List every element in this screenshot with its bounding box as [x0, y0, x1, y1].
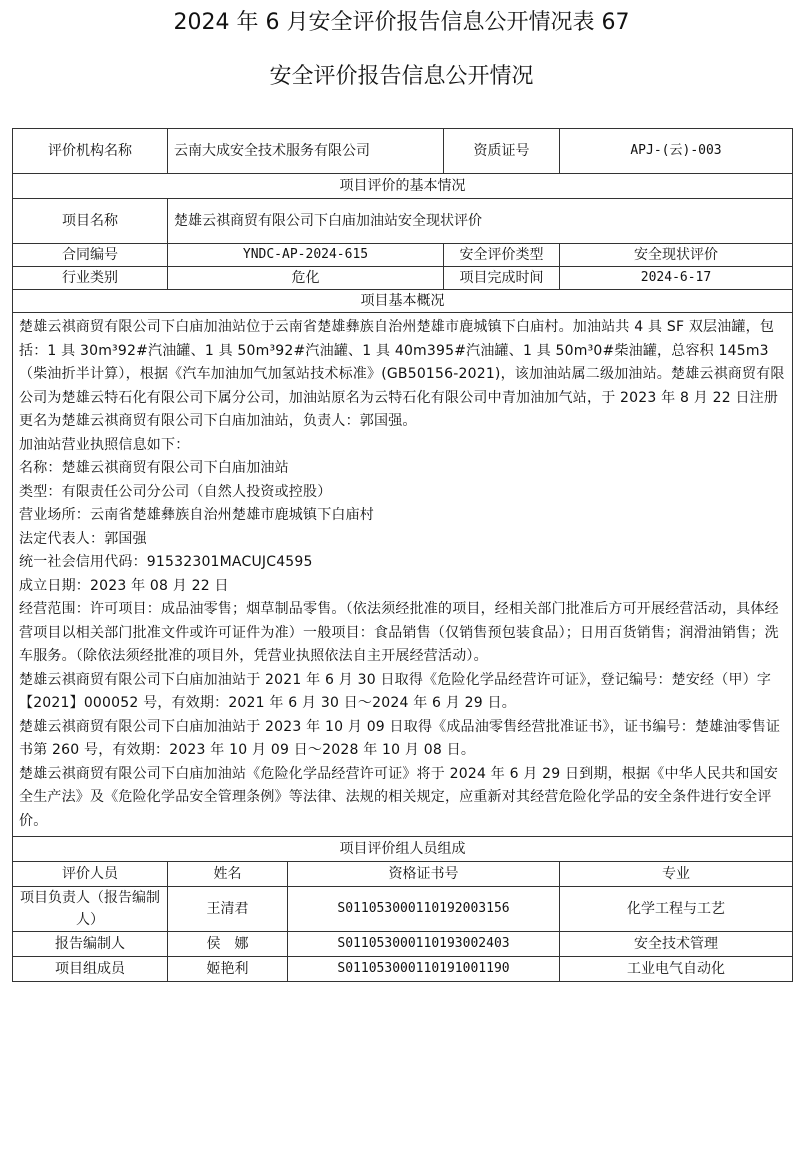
overview-section-row — [13, 290, 793, 313]
team-role: 项目组成员 — [13, 957, 168, 982]
team-name: 侯 娜 — [168, 932, 288, 957]
contract-label: 合同编号 — [13, 244, 168, 267]
eval-type-value: 安全现状评价 — [560, 244, 793, 267]
eval-type-label: 安全评价类型 — [444, 244, 560, 267]
project-name-row — [13, 199, 793, 244]
overview-section-heading: 项目基本概况 — [13, 290, 793, 313]
disclosure-table — [12, 128, 793, 982]
page-subtitle: 安全评价报告信息公开情况 — [269, 64, 534, 89]
table-row — [13, 932, 793, 957]
team-cert: S011053000110193002403 — [288, 932, 560, 957]
table-row — [13, 957, 793, 982]
overview-paragraph: 成立日期：2023 年 08 月 22 日 — [19, 577, 229, 594]
institution-row — [13, 129, 793, 174]
team-role: 项目负责人（报告编制人） — [13, 887, 168, 932]
team-major: 工业电气自动化 — [560, 957, 793, 982]
overview-paragraph: 营业场所：云南省楚雄彝族自治州楚雄市鹿城镇下白庙村 — [19, 507, 374, 523]
industry-value: 危化 — [168, 267, 444, 290]
project-name-label: 项目名称 — [13, 199, 168, 244]
institution-label: 评价机构名称 — [13, 129, 168, 174]
team-header-row — [13, 862, 793, 887]
overview-paragraph: 名称：楚雄云祺商贸有限公司下白庙加油站 — [19, 460, 289, 476]
team-section-row — [13, 837, 793, 862]
contract-row — [13, 244, 793, 267]
team-header-role: 评价人员 — [13, 862, 168, 887]
finish-label: 项目完成时间 — [444, 267, 560, 290]
team-header-name: 姓名 — [168, 862, 288, 887]
overview-paragraph: 类型：有限责任公司分公司（自然人投资或控股） — [19, 483, 332, 500]
team-cert: S011053000110192003156 — [288, 887, 560, 932]
project-name-value: 楚雄云祺商贸有限公司下白庙加油站安全现状评价 — [168, 199, 793, 244]
overview-paragraph: 法定代表人：郭国强 — [19, 530, 147, 547]
overview-paragraph: 统一社会信用代码：91532301MACUJC4595 — [19, 554, 313, 570]
overview-paragraph: 楚雄云祺商贸有限公司下白庙加油站《危险化学品经营许可证》将于 2024 年 6 月 29 日到期，根据《中华人民共和国安全生产法》及《危险化学品安全管理条例》等法律、法规的相关规定，应重新对其经营危险化学品的安全条件进行安全评价。 — [19, 765, 779, 829]
overview-paragraph: 楚雄云祺商贸有限公司下白庙加油站于 2023 年 10 月 09 日取得《成品油零售经营批准证书》，证书编号：楚雄油零售证书第 260 号，有效期：2023 年 10 月 09 日～2028 年 10 月 08 日。 — [19, 718, 781, 758]
team-header-major: 专业 — [560, 862, 793, 887]
institution-value: 云南大成安全技术服务有限公司 — [168, 129, 444, 174]
team-major: 安全技术管理 — [560, 932, 793, 957]
team-name: 王清君 — [168, 887, 288, 932]
team-name: 姬艳利 — [168, 957, 288, 982]
finish-value: 2024-6-17 — [560, 267, 793, 290]
overview-paragraph: 楚雄云祺商贸有限公司下白庙加油站位于云南省楚雄彝族自治州楚雄市鹿城镇下白庙村。加油站共 4 具 SF 双层油罐，包括：1 具 30m³92#汽油罐、1 具 50m³92#汽油罐、1 具 40m395#汽油罐、1 具 50m³0#柴油罐，总容积 145m3（柴油折半计算），根据《汽车加油加气加氢站技术标准》(GB50156-2021)，该加油站属二级加油站。楚雄云祺商贸有限公司为楚雄云特石化有限公司下属分公司，加油站原名为云特石化有限公司中青加油加气站，于 2023 年 8 月 22 日注册更名为楚雄云祺商贸有限公司下白庙加油站，负责人：郭国强。 — [19, 319, 785, 429]
overview-paragraph: 经营范围：许可项目：成品油零售；烟草制品零售。（依法须经批准的项目，经相关部门批准后方可开展经营活动，具体经营项目以相关部门批准文件或许可证件为准）一般项目：食品销售（仅销售预包装食品）；日用百货销售；润滑油销售；洗车服务。（除依法须经批准的项目外，凭营业执照依法自主开展经营活动）。 — [19, 601, 779, 664]
table-row — [13, 887, 793, 932]
overview-paragraph: 加油站营业执照信息如下： — [19, 436, 190, 453]
industry-label: 行业类别 — [13, 267, 168, 290]
industry-row — [13, 267, 793, 290]
basic-section-heading: 项目评价的基本情况 — [13, 174, 793, 199]
team-header-cert: 资格证书号 — [288, 862, 560, 887]
overview-row — [13, 313, 793, 837]
team-major: 化学工程与工艺 — [560, 887, 793, 932]
cert-label: 资质证号 — [444, 129, 560, 174]
overview-text — [13, 313, 793, 837]
basic-section-row — [13, 174, 793, 199]
team-role: 报告编制人 — [13, 932, 168, 957]
contract-value: YNDC-AP-2024-615 — [168, 244, 444, 267]
cert-value: APJ-(云)-003 — [560, 129, 793, 174]
team-cert: S011053000110191001190 — [288, 957, 560, 982]
page-title: 2024 年 6 月安全评价报告信息公开情况表 67 — [173, 10, 630, 35]
overview-paragraph: 楚雄云祺商贸有限公司下白庙加油站于 2021 年 6 月 30 日取得《危险化学品经营许可证》，登记编号：楚安经（甲）字【2021】000052 号，有效期：2021 年 6 月 30 日～2024 年 6 月 29 日。 — [19, 671, 772, 711]
team-section-heading: 项目评价组人员组成 — [13, 837, 793, 862]
